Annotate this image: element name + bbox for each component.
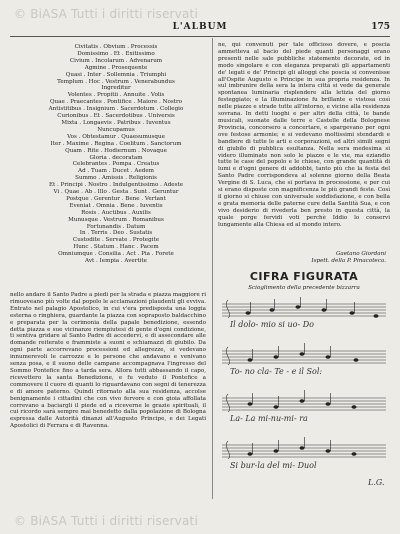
inscription-line: Antistitibus . Insignium . Sacerdotum . Collegio: [48, 106, 184, 113]
inscription-line: Curionibus . Et . Sacerdotibus . Universis: [57, 113, 175, 120]
lyric-line-1: Il dolo- mio si uo- Do: [230, 320, 314, 329]
inscription-line: Domissimo . Et . Exitissimo: [77, 50, 155, 57]
page-title: L'ALBUM: [172, 22, 228, 32]
watermark-top: © BiASA Tutti i diritti riservati: [14, 7, 198, 21]
inscription-line: Summo . Amissis . Religionis: [75, 175, 157, 182]
treble-clef-1: [226, 300, 229, 318]
lyric-line-3: La- La mi-nu-mi- ra: [230, 414, 308, 423]
staff-3: [222, 398, 386, 410]
staff-2: [222, 351, 386, 363]
treble-clef-4: [226, 441, 229, 459]
header-rule: [10, 36, 390, 37]
inscription-line: Vi . Quae . Ab . Illo . Gesta . Sunt . Geruntur: [53, 189, 179, 196]
inscription-line: Et . Principi . Nostro . Indulgentissimo . Adeste: [48, 182, 184, 189]
inscription-line: Munusque . Vestrum . Romanibus: [68, 216, 164, 223]
inscription-line: Volentes . Propitii . Annuite . Volis: [67, 92, 165, 99]
inscription-line: Hunc . Statum . Hanc . Pacem: [73, 244, 159, 251]
lyric-line-2: To- no cla- Te - e il Sol:: [230, 367, 323, 376]
inscription-line: Quam . Rite . Hodiernum . Novaque: [65, 147, 167, 154]
figure-initials: L.G.: [368, 478, 385, 487]
inscription-line: Celebrantes . Pompa . Creatus: [72, 161, 160, 168]
inscription-line: Civitatis . Obvium . Processis: [74, 44, 158, 50]
inscription-line: Rosis . Auctibus . Auxilis: [81, 209, 151, 216]
treble-clef-2: [226, 347, 229, 365]
signature-role: Ispett. della P. Pinacoteca.: [311, 258, 386, 264]
treble-clef-3: [226, 394, 229, 412]
figure-subtitle: Scioglimento della precedente bizzarra: [248, 285, 360, 291]
page-header: [10, 22, 390, 36]
page-number: 175: [371, 22, 390, 32]
left-column-text: nello andare il Santo Padre a piedi per la strada e piazza maggiore ri rimuoveano più volte dal popolo le acclamazioni plaudenti gli evviva. Entrato nel palagio Apostolico, in cui v'era predisposta una loggia esterna o ringhiera, guardante la piazza con sopraposto baldacchino e preparata per la cerimonia della papale benedizione, essendo detta piazza e sue vicinanze riempiutesi di gente d'ogni condizione, ti sentiva gridare al Santo Padre di accedervi, e di assecondare alle domande reiterate e frammiste a suoni e schiamazzi di giubilo. Da ogni parte accorrevano processioni ed allegrezze, si vedevano innumerevoli le carrozze e le persone che andavano e venivano senza posa, e il suono delle campane accompagnava l'ingresso del Sommo Pontefice fino a tarda sera. Allora tutti abbassando il capo, ricevettero la santa Benedizione, e fu veduto il Pontefice a commovere il cuore di quanti lo riguardavano con segni di tenerezza e di amore paterno. Quindi ritornato alla sua residenza, accolse benignamente i cittadini che con vivo fervore e con gioia affollata correvano a baciargli il piede ed a riceverne le grazie spirituali, il cui ricordo sarà sempre mai benedetto dalla popolazione di Bologna espressa dalle Autorità dinanzi all'Augusto Principe, e dei Legati Apostolici di Ferrara e di Ravenna.: [10, 292, 206, 430]
inscription-line: Templum . Hoc . Vestrum . Venerabundus: [57, 78, 175, 85]
inscription-line: Ad . Tuam . Ducet . Aedem: [78, 168, 154, 175]
inscription-line: Custodite . Servate . Protegite: [72, 237, 160, 244]
inscription-line: Nuncupamus: [97, 126, 135, 133]
inscription-line: Quasi . Inter . Sollemnia . Triumphi: [65, 71, 167, 78]
lyric-line-4: Si bur-la del mi- Duol: [230, 461, 317, 470]
column-divider: [212, 38, 213, 499]
inscription-line: Agmine . Prosequente: [84, 64, 148, 71]
inscription-line: Ingreditur: [101, 85, 131, 92]
inscription-line: In . Terris . Deo . Sustatis: [79, 230, 153, 237]
music-score: [220, 296, 388, 496]
inscription-line: Iter . Maxime . Regina . Coelitum . Sanctorum: [50, 140, 182, 147]
inscription-line: Avt . Iempia . Avertite: [85, 258, 147, 265]
inscription-line: Mixta . Longaevis . Patribus . Iuventus: [61, 119, 171, 126]
watermark-bottom: © BiASA Tutti i diritti riservati: [14, 514, 198, 528]
signature-name: Gaetano Giordani: [335, 251, 386, 257]
right-column-text: ne, qui convenuti per tale officioso dovere, e poscia ammetteva al bacio del piede quanti personaggi erano presenti nelle sale pubbliche statemente decorate, ed in modo singolare e con eleganza preparati gli appartamenti de' legati e de' Principi gli alloggi che poscia si convenisse all'Ospite Augusto e Principe in sua propria residenza. In sul imbrunire della sera la intera città si vede da generale spontanea luminaria risplendere alla letizia del giorno festeggiato; e la illuminazione fu brillante e vistosa così nelle piazze e strade tutte all'intorno, e vicine alla residenza sovrana. In detti luoghi e per altri della città, le bande musicali, suonate dalle terre e Castelle della Bolognese Provincia, concorsero a concertare, e spargevano per ogni ove festose armonie; e si vedevano moltissimi stendardi e bandiere di tutte le arti e corporazioni, ed altri simili segni di giubilo di pubblica esultanza. Nella sera medesima si videro illuminate non solo le piazze e le vie, ma eziandio tutte le case del popolo e le chiese, con grande quantità di lumi e d'ogni genere di addobbi, tanto più che la festa del Santo Padre corrispondeva al solenne giorno della Beata Vergine di S. Luca, che si portava in processione, e per cui si erano disposte con magnificenza le più grandi feste. Così il giorno si chiuse con universale soddisfazione, e con bella e grata memoria delle paterne cure della Santità Sua, e con vivo desiderio di rivederla ben presto in questa città, la quale porge fervidi voti perchè Iddio lo conservi lungamente alla Chiesa ed al mondo intero.: [218, 42, 390, 228]
inscription-line: Quae . Praecantes . Pontifice . Maiore . Nostro: [49, 99, 183, 106]
inscription-line: Gloria . decoratam: [89, 154, 143, 161]
inscription-line: Civium . Incolarum . Advenarum: [69, 57, 163, 64]
figure-title: CIFRA FIGURATA: [249, 270, 359, 283]
inscription-line: Fortunandis . Datum: [86, 223, 146, 230]
inscription-line: Omniumque . Consilia . Act . Pia . Forete: [58, 251, 174, 258]
inscription-line: Eveniat . Omnia . Bene . Iuventis: [69, 202, 163, 209]
staff-4: [222, 445, 386, 457]
inscription-line: Vos . Obtestamur . Quaesumusque: [67, 133, 165, 140]
inscription-line: Postque . Gerentur . Bene . Vertant: [66, 195, 166, 202]
latin-inscription: [28, 44, 204, 265]
